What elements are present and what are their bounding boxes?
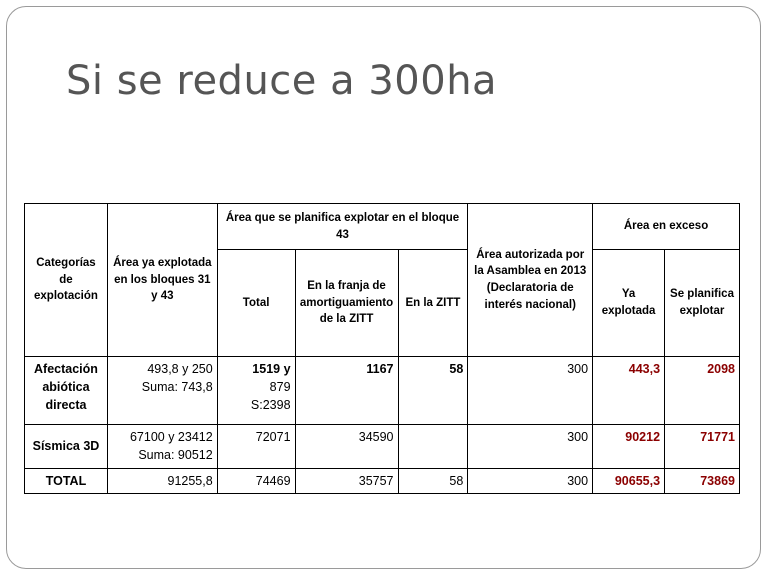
cell-line: Suma: 743,8 <box>141 380 213 395</box>
data-table <box>24 203 740 494</box>
header-total: Total <box>217 250 295 357</box>
cell-line: 1519 y <box>252 362 291 376</box>
cell-excess-planned: 2098 <box>665 357 740 425</box>
cell-authorized: 300 <box>468 357 593 425</box>
cell-authorized: 300 <box>468 425 593 469</box>
cell-total <box>217 357 295 425</box>
cell-already-exploited <box>107 425 217 469</box>
cell-excess-planned: 71771 <box>665 425 740 469</box>
cell-line: S:2398 <box>250 398 291 413</box>
header-excess-already: Ya explotada <box>593 250 665 357</box>
cell-buffer: 35757 <box>295 469 398 494</box>
cell-already-exploited <box>107 357 217 425</box>
cell-excess-already: 90655,3 <box>593 469 665 494</box>
table-row <box>25 357 740 425</box>
header-category: Categorías de explotación <box>25 204 108 357</box>
cell-line: 879 <box>269 380 291 395</box>
cell-authorized: 300 <box>468 469 593 494</box>
cell-line: 493,8 y 250 <box>147 362 213 376</box>
cell-line: Suma: 90512 <box>138 448 213 463</box>
cell-excess-planned: 73869 <box>665 469 740 494</box>
cell-zitt: 58 <box>398 469 468 494</box>
cell-already-exploited: 91255,8 <box>107 469 217 494</box>
header-excess-group: Área en exceso <box>593 204 740 250</box>
cell-total: 74469 <box>217 469 295 494</box>
table-row-total <box>25 469 740 494</box>
cell-zitt: 58 <box>398 357 468 425</box>
cell-line: 67100 y 23412 <box>129 430 213 444</box>
header-authorized: Área autorizada por la Asamblea en 2013 (Declaratoria de interés nacional) <box>468 204 593 357</box>
header-planned-group: Área que se planifica explotar en el bloque 43 <box>217 204 468 250</box>
cell-buffer: 34590 <box>295 425 398 469</box>
header-buffer-zone: En la franja de amortiguamiento de la ZITT <box>295 250 398 357</box>
header-row-1 <box>25 204 740 250</box>
cell-buffer: 1167 <box>295 357 398 425</box>
header-already-exploited: Área ya explotada en los bloques 31 y 43 <box>107 204 217 357</box>
table-row <box>25 425 740 469</box>
header-zitt: En la ZITT <box>398 250 468 357</box>
slide-title: Si se reduce a 300ha <box>66 58 498 104</box>
cell-zitt <box>398 425 468 469</box>
header-excess-planned: Se planifica explotar <box>665 250 740 357</box>
row-category: Sísmica 3D <box>25 425 108 469</box>
cell-excess-already: 90212 <box>593 425 665 469</box>
row-category: Afectación abiótica directa <box>25 357 108 425</box>
cell-total: 72071 <box>217 425 295 469</box>
row-category: TOTAL <box>25 469 108 494</box>
cell-excess-already: 443,3 <box>593 357 665 425</box>
